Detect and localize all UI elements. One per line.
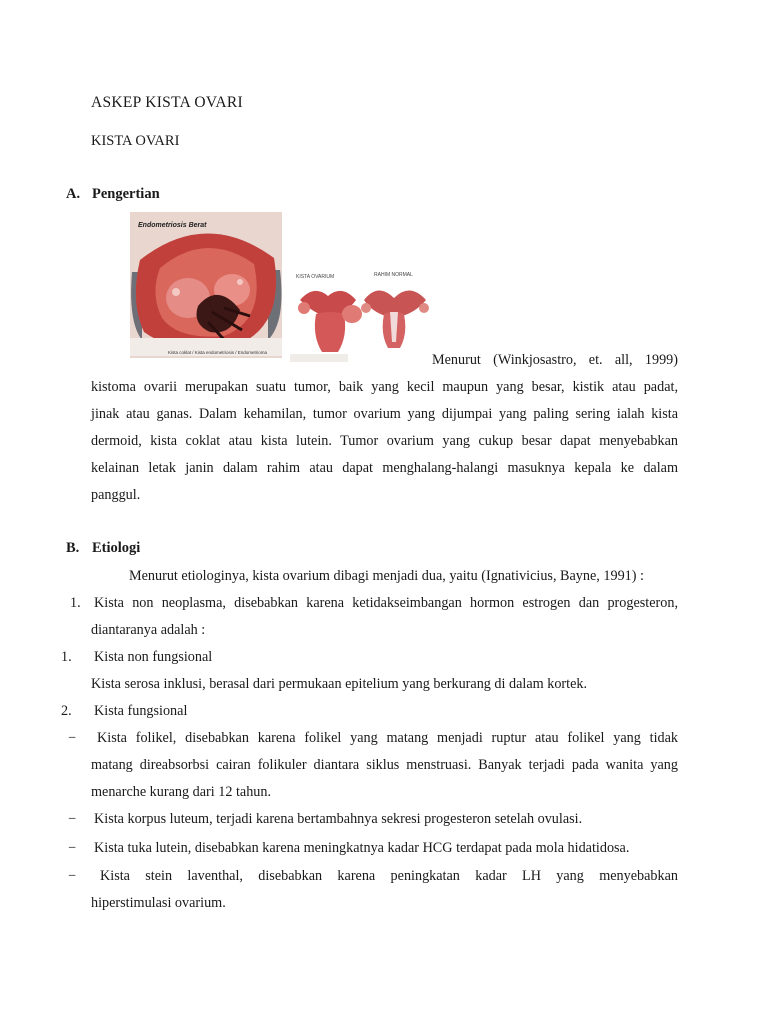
figure-caption-top: Endometriosis Berat: [138, 222, 207, 229]
para-a-line-1: Menurut (Winkjosastro, et. all, 1999): [432, 352, 678, 368]
bullet-dash: −: [68, 868, 77, 884]
figure-header-normal: RAHIM NORMAL: [374, 272, 413, 278]
sub-1-text: Kista serosa inklusi, berasal dari permukaan epitelium yang berkurang di dalam kortek.: [91, 676, 588, 692]
figure-illustration: [128, 212, 434, 364]
item-1-line-2: diantaranya adalah :: [91, 622, 206, 638]
para-a-line-2: kistoma ovarii merupakan suatu tumor, baik yang kecil maupun yang besar, kistik atau padat,: [91, 379, 678, 395]
bullet-1-line-1: Kista folikel, disebabkan karena folikel yang matang menjadi ruptur atau folikel yang tidak: [97, 730, 678, 746]
sub-2-number: 2.: [61, 703, 72, 719]
item-1-line-1: Kista non neoplasma, disebabkan karena ketidakseimbangan hormon estrogen dan progesteron,: [94, 595, 678, 611]
figure-caption-bottom: Kista coklat / Kista endometriosis / Endometrioma: [168, 350, 268, 355]
bullet-dash: −: [68, 840, 77, 856]
bullet-4-line-2: hiperstimulasi ovarium.: [91, 895, 226, 911]
bullet-dash: −: [68, 730, 77, 746]
section-a-letter: A.: [66, 186, 81, 202]
bullet-3-line-1: Kista tuka lutein, disebabkan karena meningkatnya kadar HCG terdapat pada mola hidatidosa.: [94, 840, 630, 856]
para-a-line-6: panggul.: [91, 487, 141, 503]
uterus-normal: [361, 290, 429, 348]
uterus-with-cyst: [290, 291, 362, 362]
page-title: ASKEP KISTA OVARI: [91, 94, 243, 111]
para-a-line-3: jinak atau ganas. Dalam kehamilan, tumor ovarium yang dijumpai yang paling sering ialah kista: [91, 406, 678, 422]
bullet-4-line-1: Kista stein laventhal, disebabkan karena peningkatan kadar LH yang menyebabkan: [100, 868, 678, 884]
bullet-1-line-2: matang direabsorbsi cairan folikuler diantara siklus menstruasi. Banyak terjadi pada wanita yang: [91, 757, 678, 773]
sub-1-title: Kista non fungsional: [94, 649, 213, 665]
item-1-number: 1.: [70, 595, 81, 611]
ovarian-cyst-figure: [128, 212, 434, 364]
sub-2-title: Kista fungsional: [94, 703, 188, 719]
bullet-1-line-3: menarche kurang dari 12 tahun.: [91, 784, 272, 800]
section-a-heading: Pengertian: [92, 186, 160, 202]
sub-1-number: 1.: [61, 649, 72, 665]
bullet-2-line-1: Kista korpus luteum, terjadi karena bertambahnya sekresi progesteron setelah ovulasi.: [94, 811, 583, 827]
section-b-letter: B.: [66, 540, 80, 556]
bullet-dash: −: [68, 811, 77, 827]
section-b-heading: Etiologi: [92, 540, 141, 556]
para-a-line-4: dermoid, kista coklat atau kista lutein. Tumor ovarium yang cukup besar dapat menyebabkan: [91, 433, 678, 449]
page-subtitle: KISTA OVARI: [91, 133, 180, 149]
para-a-line-5: kelainan letak janin dalam rahim atau dapat menghalang-halangi masuknya kepala ke dalam: [91, 460, 678, 476]
etiologi-intro: Menurut etiologinya, kista ovarium dibagi menjadi dua, yaitu (Ignativicius, Bayne, 1991) :: [129, 568, 644, 584]
figure-header-cyst: KISTA OVARIUM: [296, 274, 335, 280]
